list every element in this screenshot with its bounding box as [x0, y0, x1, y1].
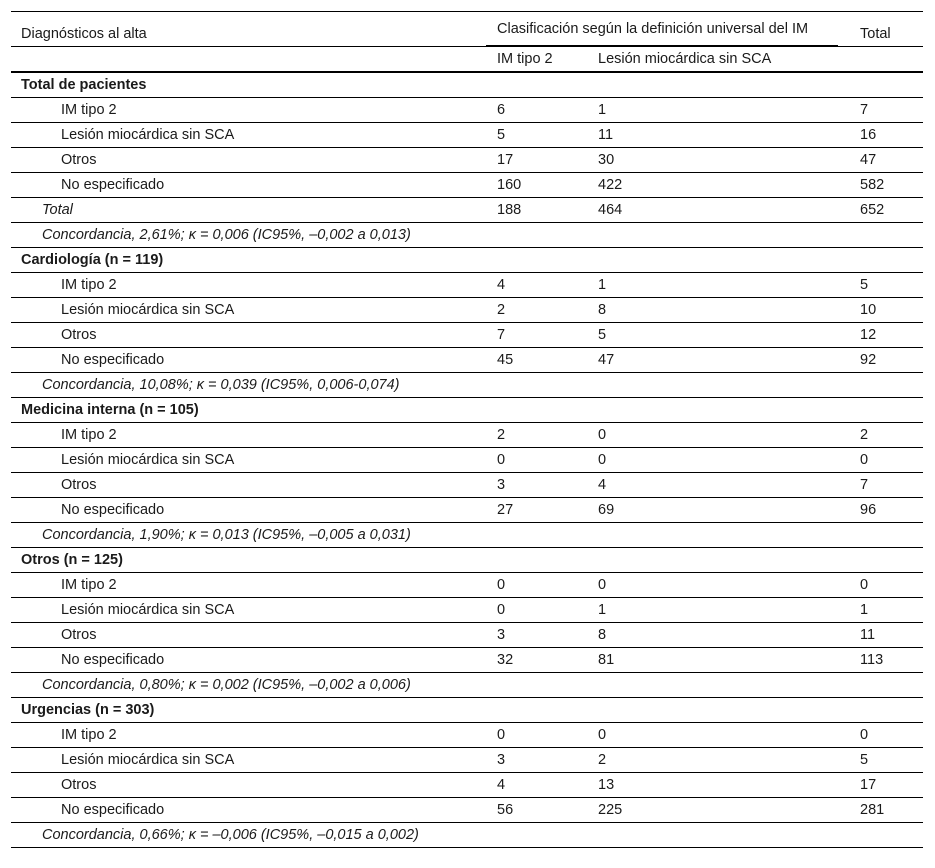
concordance-row [11, 373, 923, 398]
row-myocardial-injury-value: 47 [587, 348, 849, 373]
row-diagnosis-label: IM tipo 2 [11, 573, 486, 598]
row-total-value: 5 [849, 748, 923, 773]
row-myocardial-injury-value: 225 [587, 798, 849, 823]
row-total-value: 16 [849, 123, 923, 148]
table-row [11, 448, 923, 473]
row-total-value: 7 [849, 473, 923, 498]
row-diagnosis-label: IM tipo 2 [11, 723, 486, 748]
header-myocardial-injury: Lesión miocárdica sin SCA [587, 47, 849, 73]
row-total-value: 17 [849, 773, 923, 798]
header-classification-label: Clasificación según la definición universal del IM [486, 12, 838, 46]
row-myocardial-injury-value: 0 [587, 423, 849, 448]
row-myocardial-injury-value: 69 [587, 498, 849, 523]
table-row [11, 148, 923, 173]
header-type2-mi: IM tipo 2 [486, 47, 587, 73]
concordance-text: Concordancia, 1,90%; κ = 0,013 (IC95%, –0,005 a 0,031) [11, 523, 923, 548]
row-type2-mi-value: 2 [486, 423, 587, 448]
row-diagnosis-label: No especificado [11, 498, 486, 523]
table-row [11, 473, 923, 498]
row-type2-mi-value: 0 [486, 573, 587, 598]
total-label: Total [11, 198, 486, 223]
concordance-row [11, 823, 923, 848]
row-myocardial-injury-value: 30 [587, 148, 849, 173]
row-type2-mi-value: 0 [486, 723, 587, 748]
row-myocardial-injury-value: 8 [587, 623, 849, 648]
row-myocardial-injury-value: 11 [587, 123, 849, 148]
concordance-text: Concordancia, 10,08%; κ = 0,039 (IC95%, 0,006-0,074) [11, 373, 923, 398]
header-row-2 [11, 47, 923, 73]
row-total-value: 10 [849, 298, 923, 323]
table-row [11, 598, 923, 623]
row-type2-mi-value: 2 [486, 298, 587, 323]
row-type2-mi-value: 3 [486, 748, 587, 773]
section-header-row [11, 248, 923, 273]
row-diagnosis-label: Lesión miocárdica sin SCA [11, 298, 486, 323]
table-row [11, 123, 923, 148]
row-diagnosis-label: IM tipo 2 [11, 273, 486, 298]
total-myocardial-injury-value: 464 [587, 198, 849, 223]
table-row [11, 773, 923, 798]
header-total: Total [849, 12, 923, 47]
row-diagnosis-label: Otros [11, 323, 486, 348]
table-row [11, 723, 923, 748]
header-empty-cell [849, 47, 923, 73]
row-diagnosis-label: Lesión miocárdica sin SCA [11, 748, 486, 773]
row-total-value: 96 [849, 498, 923, 523]
row-type2-mi-value: 160 [486, 173, 587, 198]
row-total-value: 7 [849, 98, 923, 123]
concordance-text: Concordancia, 0,80%; κ = 0,002 (IC95%, –0,002 a 0,006) [11, 673, 923, 698]
table-row [11, 498, 923, 523]
section-title: Medicina interna (n = 105) [11, 398, 923, 423]
row-diagnosis-label: IM tipo 2 [11, 98, 486, 123]
row-type2-mi-value: 6 [486, 98, 587, 123]
table-row [11, 173, 923, 198]
table-row [11, 748, 923, 773]
header-row-1 [11, 12, 923, 47]
row-total-value: 47 [849, 148, 923, 173]
row-type2-mi-value: 0 [486, 448, 587, 473]
header-empty-cell [11, 47, 486, 73]
total-row [11, 198, 923, 223]
total-total-value: 652 [849, 198, 923, 223]
row-diagnosis-label: No especificado [11, 173, 486, 198]
row-diagnosis-label: Lesión miocárdica sin SCA [11, 123, 486, 148]
row-total-value: 113 [849, 648, 923, 673]
row-total-value: 0 [849, 448, 923, 473]
table-row [11, 573, 923, 598]
row-myocardial-injury-value: 2 [587, 748, 849, 773]
section-header-row [11, 398, 923, 423]
section-header-row [11, 698, 923, 723]
table-row [11, 98, 923, 123]
table-row [11, 323, 923, 348]
row-type2-mi-value: 32 [486, 648, 587, 673]
row-total-value: 2 [849, 423, 923, 448]
header-diagnosis: Diagnósticos al alta [11, 12, 486, 47]
row-total-value: 11 [849, 623, 923, 648]
table-row [11, 298, 923, 323]
row-type2-mi-value: 5 [486, 123, 587, 148]
row-diagnosis-label: Otros [11, 148, 486, 173]
table-row [11, 648, 923, 673]
row-diagnosis-label: IM tipo 2 [11, 423, 486, 448]
row-type2-mi-value: 4 [486, 273, 587, 298]
concordance-row [11, 673, 923, 698]
row-myocardial-injury-value: 0 [587, 723, 849, 748]
row-myocardial-injury-value: 1 [587, 273, 849, 298]
row-myocardial-injury-value: 1 [587, 598, 849, 623]
table-row [11, 348, 923, 373]
row-diagnosis-label: No especificado [11, 798, 486, 823]
section-title: Total de pacientes [11, 72, 923, 98]
row-total-value: 582 [849, 173, 923, 198]
row-total-value: 92 [849, 348, 923, 373]
row-myocardial-injury-value: 5 [587, 323, 849, 348]
row-total-value: 5 [849, 273, 923, 298]
row-total-value: 0 [849, 723, 923, 748]
row-diagnosis-label: Otros [11, 473, 486, 498]
row-myocardial-injury-value: 422 [587, 173, 849, 198]
row-myocardial-injury-value: 8 [587, 298, 849, 323]
table-row [11, 423, 923, 448]
concordance-text: Concordancia, 2,61%; κ = 0,006 (IC95%, –0,002 a 0,013) [11, 223, 923, 248]
row-type2-mi-value: 56 [486, 798, 587, 823]
row-diagnosis-label: Otros [11, 773, 486, 798]
concordance-text: Concordancia, 0,66%; κ = –0,006 (IC95%, –0,015 a 0,002) [11, 823, 923, 848]
section-header-row [11, 72, 923, 98]
row-type2-mi-value: 45 [486, 348, 587, 373]
row-myocardial-injury-value: 81 [587, 648, 849, 673]
row-myocardial-injury-value: 0 [587, 573, 849, 598]
row-total-value: 1 [849, 598, 923, 623]
row-type2-mi-value: 27 [486, 498, 587, 523]
row-myocardial-injury-value: 0 [587, 448, 849, 473]
row-total-value: 281 [849, 798, 923, 823]
row-diagnosis-label: Otros [11, 623, 486, 648]
table-row [11, 273, 923, 298]
row-diagnosis-label: Lesión miocárdica sin SCA [11, 598, 486, 623]
table-row [11, 798, 923, 823]
section-title: Urgencias (n = 303) [11, 698, 923, 723]
table-row [11, 623, 923, 648]
section-header-row [11, 548, 923, 573]
concordance-row [11, 223, 923, 248]
row-type2-mi-value: 0 [486, 598, 587, 623]
row-total-value: 0 [849, 573, 923, 598]
row-type2-mi-value: 17 [486, 148, 587, 173]
row-type2-mi-value: 3 [486, 623, 587, 648]
concordance-row [11, 523, 923, 548]
row-type2-mi-value: 4 [486, 773, 587, 798]
concordance-table [11, 11, 923, 848]
header-classification-group [486, 12, 849, 47]
row-myocardial-injury-value: 1 [587, 98, 849, 123]
row-myocardial-injury-value: 4 [587, 473, 849, 498]
row-diagnosis-label: No especificado [11, 348, 486, 373]
row-diagnosis-label: No especificado [11, 648, 486, 673]
row-type2-mi-value: 7 [486, 323, 587, 348]
section-title: Cardiología (n = 119) [11, 248, 923, 273]
row-total-value: 12 [849, 323, 923, 348]
row-diagnosis-label: Lesión miocárdica sin SCA [11, 448, 486, 473]
row-myocardial-injury-value: 13 [587, 773, 849, 798]
row-type2-mi-value: 3 [486, 473, 587, 498]
total-type2-mi-value: 188 [486, 198, 587, 223]
section-title: Otros (n = 125) [11, 548, 923, 573]
